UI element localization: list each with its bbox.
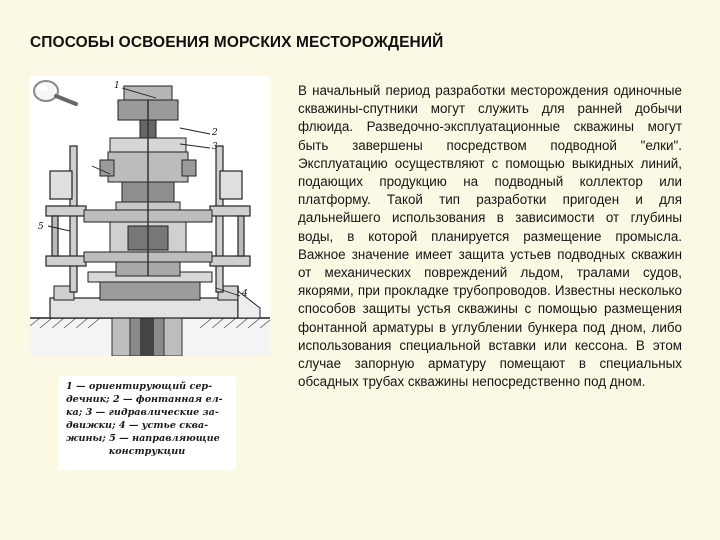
- legend-line: 1 — ориентирующий сер-: [66, 381, 213, 392]
- legend-line: движки; 4 — устье сква-: [66, 420, 209, 431]
- slide-title: СПОСОБЫ ОСВОЕНИЯ МОРСКИХ МЕСТОРОЖДЕНИЙ: [30, 34, 444, 51]
- base-frame: [50, 272, 260, 318]
- callout-4: 4: [242, 289, 248, 299]
- legend-line: жины; 5 — направляющие: [66, 433, 220, 444]
- callout-5: 5: [38, 222, 44, 232]
- magnifier-icon[interactable]: [32, 78, 84, 108]
- callout-2: 2: [212, 128, 218, 138]
- legend-line: дечник; 2 — фонтанная ел-: [66, 394, 223, 405]
- callout-1: 1: [114, 81, 120, 91]
- callout-3: 3: [212, 142, 218, 152]
- wellhead-diagram: [30, 76, 270, 356]
- body-paragraph: В начальный период разработки месторождения одиночные скважины-спутники могут служить для ранней добычи флюида. Разведочно-эксплуатационные скважины могут быть завершены посредством подводной "елки". Эксплуатацию осуществляют с помощью выкидных линий, подающих продукцию на подводный коллектор или платформу. Такой тип разработки пригоден и для дальнейшего использования в зависимости от глубины воды, в которой планируется размещение промысла. Важное значение имеет защита устьев подводных скважин от механических повреждений льдом, тралами судов, якорями, при прокладке трубопроводов. Известны несколько способов защиты устья скважины с помощью размещения фонтанной арматуры в углублении бункера под дном, либо использования специальной вставки или кессона. В этом случае запорную арматуру помещают в специальных обсадных трубах скважины непосредственно под дном.: [298, 83, 682, 390]
- legend-line: ка; 3 — гидравлические за-: [66, 407, 219, 418]
- christmas-tree-body: [84, 86, 212, 276]
- figure-legend: [58, 376, 236, 470]
- legend-line: конструкции: [108, 446, 186, 457]
